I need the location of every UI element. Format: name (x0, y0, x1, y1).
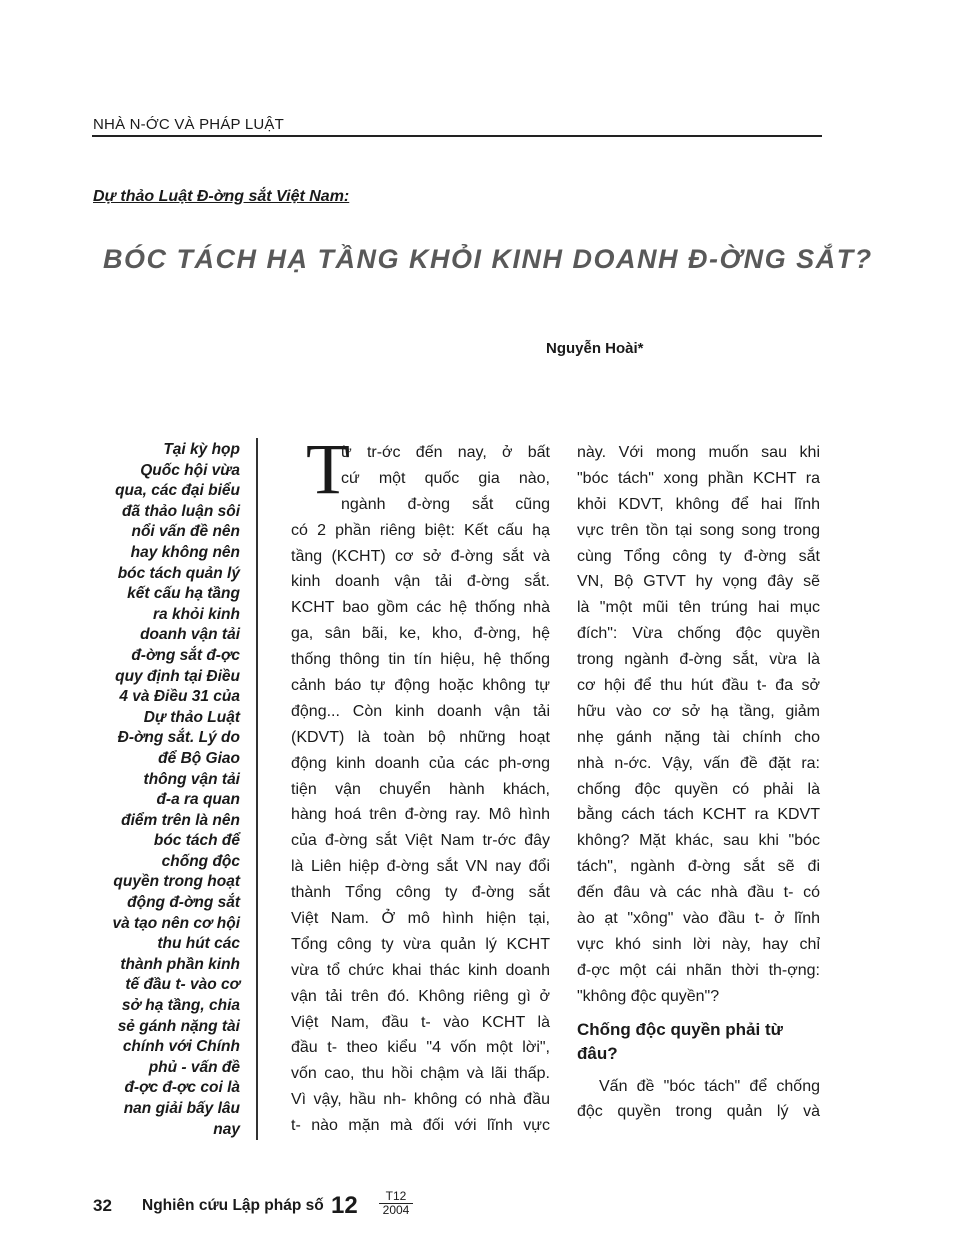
sidebar-line: Đ-ờng sắt. Lý do (117, 729, 240, 747)
sidebar-line: doanh vận tải (140, 626, 240, 644)
text-line: đ-ợc một cái nhãn thời th-ợng: (577, 961, 820, 979)
article-title: BÓC TÁCH HẠ TẦNG KHỎI KINH DOANH Đ-ỜNG SẮT? (103, 244, 873, 274)
section-label: NHÀ N-ỚC VÀ PHÁP LUẬT (93, 116, 284, 133)
text-line: này. Với mong muốn sau khi (577, 444, 820, 461)
sidebar-line: tế đầu t- vào cơ (125, 976, 240, 994)
text-line: không? Mặt khác, sau khi "bóc (577, 832, 820, 850)
text-line: cứ một quốc gia nào, (341, 469, 550, 487)
text-line: thành Tổng công ty đ-ờng sắt (291, 884, 550, 902)
sidebar-line: đ-ờng sắt đ-ợc (131, 646, 240, 664)
text-line: cùng Tổng công ty đ-ờng sắt (577, 547, 820, 565)
text-line: động kinh doanh của các ph-ơng (291, 754, 550, 772)
sidebar-line: kết cấu hạ tầng (127, 585, 240, 603)
sidebar-line: quy định tại Điều (115, 667, 240, 685)
body-column-1 (291, 440, 550, 1139)
column-divider (256, 438, 258, 1140)
text-line: (KDVT) là toàn bộ những hoạt (291, 728, 550, 746)
text-line: "bóc tách" xong phần KCHT ra (577, 469, 820, 487)
text-line: bằng cách tách KCHT ra KDVT (577, 806, 820, 824)
sidebar-line: chống độc (161, 852, 240, 870)
sidebar-line: sở hạ tầng, chia (121, 997, 240, 1015)
text-line: vận tải trên đó. Không riêng gì ở (291, 987, 550, 1005)
text-line: Việt Nam. Ở mô hình hiện tại, (291, 910, 550, 928)
page-footer (93, 1189, 493, 1226)
text-line: động... Còn kinh doanh vận tải (291, 702, 550, 720)
sidebar-line: sẻ gánh nặng tài (117, 1017, 240, 1035)
sidebar-line: Tại kỳ họp (163, 441, 240, 458)
sidebar-line: quyền trong hoạt (113, 873, 240, 891)
sidebar-line: nổi vấn đề nên (131, 523, 240, 541)
text-line: vực khó sinh lời này, hay chỉ (577, 935, 820, 953)
sidebar-line: đã thảo luận sôi (122, 502, 240, 520)
text-line: Việt Nam, đầu t- vào KCHT là (291, 1013, 550, 1031)
sidebar-line: động đ-ờng sắt (127, 894, 240, 912)
text-line: ào ạt "xông" vào đầu t- ở lĩnh (577, 910, 820, 928)
sidebar-line: Dự thảo Luật (143, 708, 240, 726)
article-kicker: Dự thảo Luật Đ-ờng sắt Việt Nam: (93, 188, 350, 205)
sidebar-line: bóc tách quản lý (117, 564, 240, 582)
sidebar-line: thành phần kinh (120, 955, 240, 973)
sidebar-line: thu hút các (157, 935, 240, 953)
text-line: có 2 phần riêng biệt: Kết cấu hạ (291, 521, 550, 539)
sidebar-line: ra khỏi kinh (153, 605, 240, 623)
text-line: là Liên hiệp đ-ờng sắt VN nay đổi (291, 858, 550, 876)
text-line: nhà n-ớc. Vậy, vấn đề đặt ra: (577, 754, 820, 772)
sidebar-line: bóc tách để (153, 832, 240, 850)
text-line: đích": Vừa chống độc quyền (577, 625, 820, 643)
text-line: Vấn đề "bóc tách" để chống (599, 1077, 820, 1095)
sidebar-line: Quốc hội vừa (140, 461, 240, 479)
sidebar-line: đ-a ra quan (156, 791, 240, 809)
text-line: cảnh báo tự động hoặc không tự (291, 677, 550, 695)
text-line: chống độc quyền có phải là (577, 780, 820, 798)
sidebar-line: qua, các đại biểu (115, 482, 240, 500)
sidebar-line: 4 và Điều 31 của (119, 688, 240, 706)
text-line: Tổng công ty vừa quản lý KCHT (291, 935, 550, 953)
text-line: hữu vào cơ sở hạ tầng, giảm (577, 702, 820, 720)
text-line: kinh doanh vận tải đ-ờng sắt. (291, 573, 550, 591)
issue-number: 12 (331, 1192, 358, 1219)
text-line: Vì vậy, hầu nh- không có nhà đầu (291, 1091, 550, 1109)
sidebar-line: chính với Chính (122, 1038, 240, 1056)
text-line: đầu t- theo kiểu "4 vốn một lời", (291, 1039, 550, 1057)
issue-date (379, 1190, 413, 1217)
sidebar-line: điểm trên là nên (121, 811, 240, 829)
page-number: 32 (93, 1196, 112, 1215)
text-line: ừ tr-ớc đến nay, ở bất (341, 444, 550, 461)
sidebar-line: hay không nên (130, 543, 240, 561)
section-subheading: Chống độc quyền phải từ đâu? (577, 1019, 783, 1063)
issue-year: 2004 (382, 1203, 410, 1217)
sidebar-line: đ-ợc đ-ợc coi là (124, 1079, 240, 1097)
drop-cap: T (306, 429, 350, 509)
text-line: độc quyền trong quản lý và (577, 1103, 820, 1121)
text-line: "không độc quyền"? (577, 987, 720, 1005)
text-line: hàng hoá trên đ-ờng ray. Mô hình (291, 806, 550, 824)
text-line: ga, sân bãi, ke, kho, đ-ờng, hệ (291, 625, 550, 643)
text-line: tách", ngành đ-ờng sắt sẽ đi (577, 858, 820, 876)
text-line: vực trên tồn tại song song trong (577, 521, 820, 539)
text-line: vốn cao, thu hồi chậm và lãi thấp. (291, 1065, 550, 1083)
text-line: thống thông tin tín hiệu, hệ thống (291, 651, 550, 669)
text-line: t- nào mặn mà đối với lĩnh vực (291, 1117, 550, 1135)
sidebar-line: nan giải bấy lâu (123, 1100, 240, 1117)
sidebar-line: phủ - vấn đề (148, 1058, 240, 1076)
pull-quote-sidebar (96, 440, 240, 1140)
sidebar-line: nay (213, 1120, 240, 1138)
text-line: VN, Bộ GTVT hy vọng đây sẽ (577, 573, 820, 591)
sidebar-line: thông vận tải (143, 770, 240, 788)
sidebar-line: và tạo nên cơ hội (112, 914, 240, 932)
journal-name: Nghiên cứu Lập pháp số (142, 1197, 324, 1214)
text-line: ngành đ-ờng sắt cũng (341, 495, 550, 513)
text-line: vừa tổ chức khai thác kinh doanh (291, 961, 550, 979)
text-line: trong ngành đ-ờng sắt, vừa là (577, 651, 820, 669)
text-line: cơ hội để thu hút đầu t- đa sở (577, 677, 820, 695)
text-line: của đ-ờng sắt Việt Nam tr-ớc đây (291, 832, 550, 850)
text-line: đến đâu và các nhà đầu t- có (577, 884, 820, 902)
text-line: KCHT bao gồm các hệ thống nhà (291, 599, 550, 617)
author-name: Nguyễn Hoài* (546, 340, 644, 357)
body-column-2 (577, 440, 820, 1125)
issue-month: T12 (379, 1190, 413, 1204)
sidebar-line: để Bộ Giao (158, 749, 240, 767)
text-line: tầng (KCHT) cơ sở đ-ờng sắt và (291, 547, 550, 565)
header-rule (92, 135, 822, 137)
text-line: nhẹ gánh nặng tài chính cho (577, 728, 820, 746)
text-line: khỏi KDVT, không để hai lĩnh (577, 495, 820, 513)
text-line: là "một mũi tên trúng hai mục (577, 599, 820, 617)
text-line: tiện vận chuyển hành khách, (291, 780, 550, 798)
